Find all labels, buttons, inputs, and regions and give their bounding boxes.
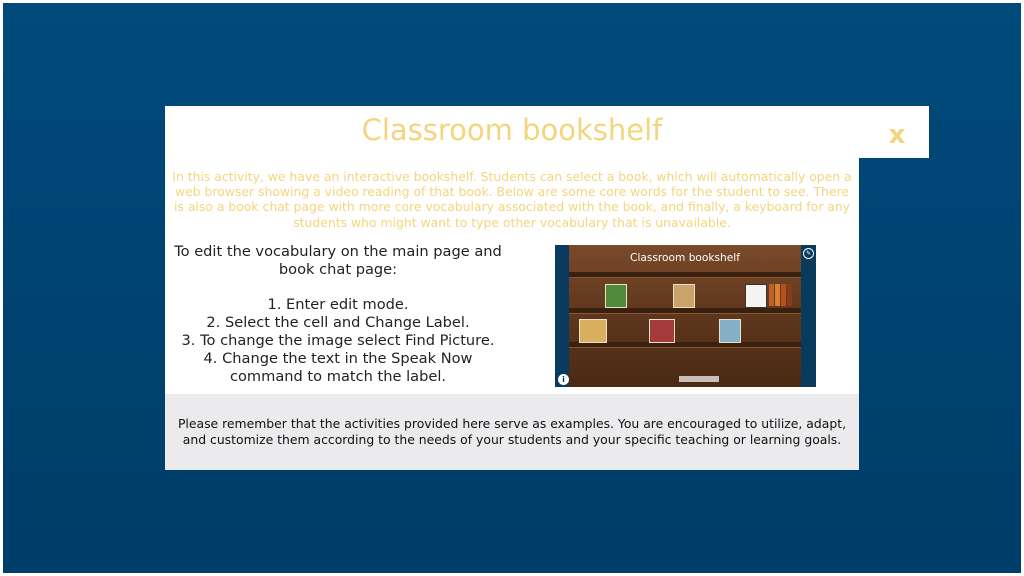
book-cover — [745, 284, 767, 308]
book-spine — [781, 284, 786, 306]
disclaimer-text: Please remember that the activities provided here serve as examples. You are encouraged to utilize, adapt, and customize them according to the needs of your students and your specific teaching or learning goals. — [177, 416, 847, 447]
activity-dialog — [165, 106, 906, 470]
info-icon: i — [558, 374, 569, 385]
book-cover — [649, 319, 675, 343]
book-spine — [787, 284, 792, 306]
book-cover — [579, 319, 607, 343]
intro-text: In this activity, we have an interactive bookshelf. Students can select a book, which will automatically open a web browser showing a video reading of that book. Below are some core words for the student to see. There is also a book chat page with more core vocabulary associated with the book, and finally, a keyboard for any students who might want to type other vocabulary that is unavailable. — [172, 169, 852, 230]
step-item: 4. Change the text in the Speak Now command to match the label. — [203, 350, 473, 385]
dialog-title: Classroom bookshelf — [361, 113, 663, 147]
step-item: 1. Enter edit mode. — [267, 296, 409, 313]
book-spine — [769, 284, 774, 306]
step-item: 3. To change the image select Find Picture. — [181, 332, 495, 349]
app-background — [3, 3, 1021, 573]
shelf — [569, 308, 801, 313]
shelf — [569, 272, 801, 277]
book-spine — [775, 284, 780, 306]
close-button[interactable] — [880, 118, 914, 152]
book-cover — [719, 319, 741, 343]
preview-title: Classroom bookshelf — [630, 252, 740, 264]
disclaimer-band — [165, 394, 859, 470]
bookshelf-board — [569, 245, 801, 387]
close-icon: x — [888, 120, 906, 150]
edit-heading: To edit the vocabulary on the main page and book chat page: — [174, 243, 502, 278]
book-cover — [673, 284, 695, 308]
step-item: 2. Select the cell and Change Label. — [206, 314, 470, 331]
brand-logo — [679, 376, 719, 382]
book-cover — [605, 284, 627, 308]
edit-icon: ✎ — [803, 248, 814, 259]
bookshelf-preview-image[interactable] — [555, 245, 816, 387]
edit-instructions — [173, 243, 503, 386]
